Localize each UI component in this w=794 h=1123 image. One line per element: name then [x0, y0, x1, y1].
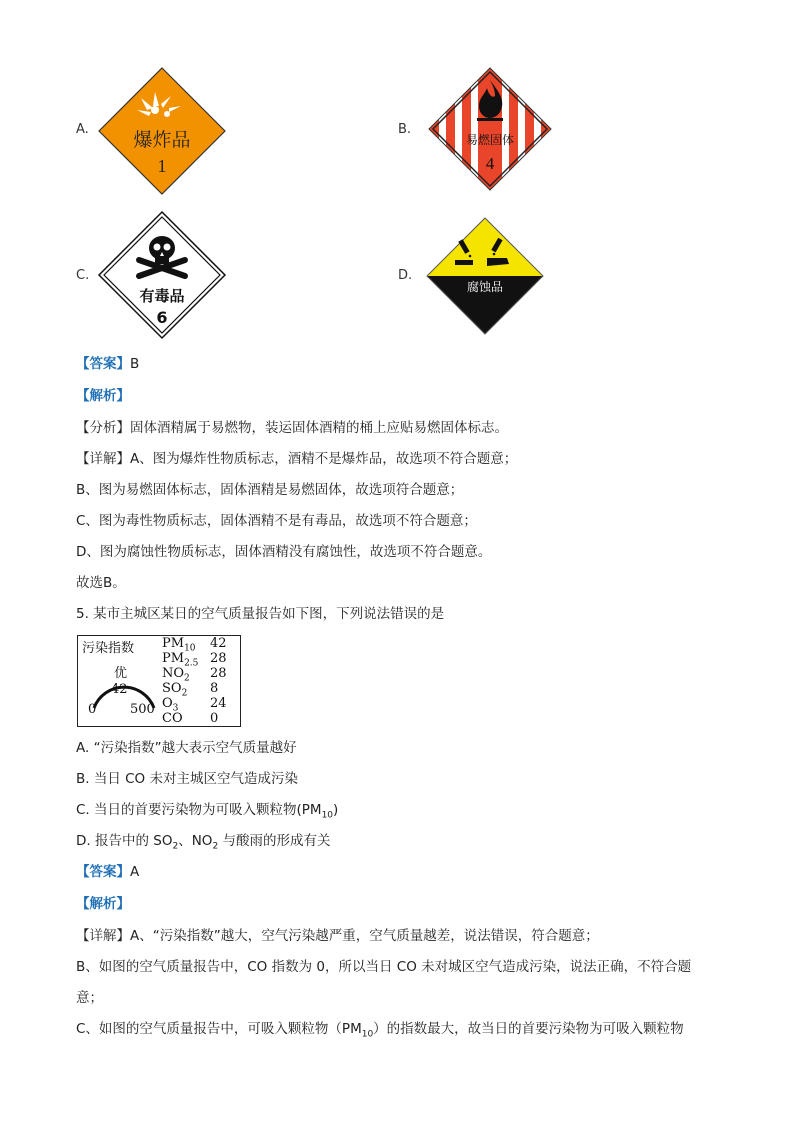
q5-option-c: C. 当日的首要污染物为可吸入颗粒物$(PM_{10})$ [76, 802, 339, 821]
scale-max: 500 [130, 702, 155, 717]
report-level: 优 [114, 666, 128, 681]
option-b-letter: B. [398, 122, 412, 137]
explosive-sign [97, 66, 227, 196]
scale-min: 0 [88, 702, 97, 717]
detail-tag: 【详解】 [76, 451, 130, 467]
q5-answer-line [76, 862, 139, 882]
q4-conclusion: 故选B。 [76, 575, 126, 591]
pollutant-row: $PM_{10}$ 42 [162, 636, 227, 654]
q4-detail-c: C、图为毒性物质标志，固体酒精不是有毒品，故选项不符合题意； [76, 513, 477, 529]
q4-detail-a: 【详解】A、图为爆炸性物质标志，酒精不是爆炸品，故选项不符合题意； [76, 451, 518, 467]
fenxi-tag: 【分析】 [76, 420, 130, 436]
pollutant-row: $O_3$ 24 [162, 696, 227, 714]
q5-option-b: B. 当日 CO 未对主城区空气造成污染 [76, 771, 298, 787]
answer-tag: 【答案】 [76, 864, 130, 880]
q4-detail-d: D、图为腐蚀性物质标志，固体酒精没有腐蚀性，故选项不符合题意。 [76, 544, 492, 560]
air-quality-report [77, 635, 241, 727]
q5-detail-b-1: B、如图的空气质量报告中，CO 指数为 0，所以当日 CO 未对城区空气造成污染，说法正确，不符合题 [76, 959, 692, 975]
q4-analysis-line [76, 386, 130, 406]
q4-answer-line [76, 354, 139, 374]
corrosive-sign [425, 216, 545, 336]
q4-fenxi-line [76, 418, 508, 438]
toxic-sign [97, 210, 227, 340]
pollutant-row: $NO_2$ 28 [162, 666, 227, 684]
sign-c-number: 6 [156, 308, 168, 327]
sign-a-label: 爆炸品 [133, 129, 191, 151]
report-title: 污染指数 [82, 641, 135, 656]
sign-d-label: 腐蚀品 [466, 280, 504, 294]
q5-detail-a: 【详解】A、“污染指数”越大，空气污染越严重，空气质量越差，说法错误，符合题意； [76, 928, 599, 944]
option-d-letter: D. [398, 268, 413, 283]
q5-analysis-line [76, 894, 130, 914]
q5-option-a: A. “污染指数”越大表示空气质量越好 [76, 740, 297, 756]
q5-stem: 5. 某市主城区某日的空气质量报告如下图，下列说法错误的是 [76, 606, 445, 622]
q5-detail-b-2: 意； [76, 990, 103, 1006]
analysis-tag: 【解析】 [76, 896, 130, 912]
flammable-solid-sign [427, 66, 553, 192]
q5-option-d: D. 报告中的 $SO_2$、$NO_2$ 与酸雨的形成有关 [76, 833, 331, 852]
q5-detail-c: C、如图的空气质量报告中，可吸入颗粒物$(PM_{10})$的指数最大，故当日的首要污染物为可吸入颗粒物 [76, 1021, 684, 1040]
report-index: 42 [111, 682, 128, 697]
q5-answer: A [130, 864, 140, 880]
analysis-tag: 【解析】 [76, 388, 130, 404]
sign-c-label: 有毒品 [139, 287, 185, 305]
q4-detail-b: B、图为易燃固体标志，固体酒精是易燃固体，故选项符合题意； [76, 482, 464, 498]
answer-tag: 【答案】 [76, 356, 130, 372]
pollutant-row: $SO_2$ 8 [162, 681, 219, 699]
pollutant-row: CO 0 [162, 711, 219, 726]
pollutant-list [162, 636, 238, 726]
pollutant-row: $PM_{2.5}$ 28 [162, 651, 227, 669]
detail-tag: 【详解】 [76, 928, 130, 944]
q4-answer: B [130, 356, 140, 372]
fenxi-text: 固体酒精属于易燃物，装运固体酒精的桶上应贴易燃固体标志。 [130, 420, 508, 436]
option-a-letter: A. [76, 122, 89, 137]
sign-a-number: 1 [157, 156, 167, 176]
sign-b-label: 易燃固体 [465, 133, 515, 147]
option-c-letter: C. [76, 268, 90, 283]
sign-b-number: 4 [485, 154, 495, 173]
